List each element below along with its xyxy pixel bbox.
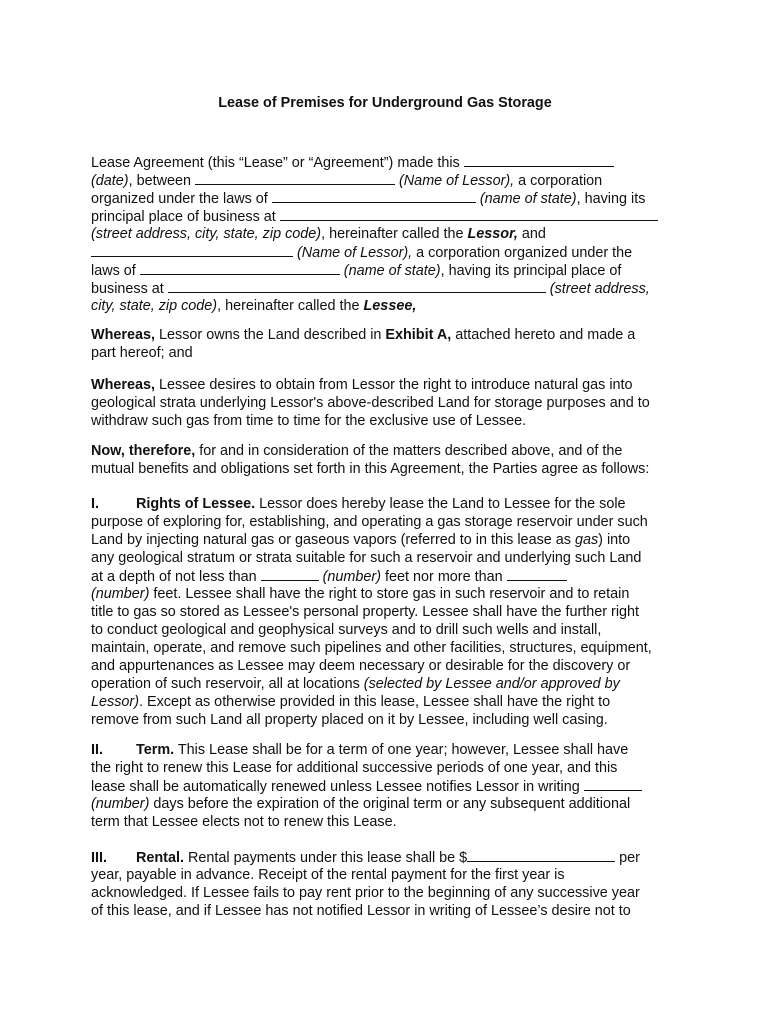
section-number: III.	[91, 850, 107, 866]
lessee-state-blank[interactable]	[140, 261, 340, 275]
document-title: Lease of Premises for Underground Gas Storage	[218, 95, 552, 111]
max-depth-blank[interactable]	[507, 567, 567, 581]
section-heading: Rental.	[136, 850, 184, 866]
section-rental: III. Rental. Rental payments under this lease shall be $ per year, payable in advance. Receipt of the rental payment for the first year is acknowledged. If Lessee fails to pay rent prior to the beginning of any successive year of this lease, and if Lessee has not notified Lessor in writing of Lessee’s desire not to	[91, 850, 640, 919]
lessor-state-blank[interactable]	[272, 189, 476, 203]
lessee-address-blank[interactable]	[168, 279, 546, 293]
section-number: II.	[91, 742, 103, 758]
lessee-name-blank[interactable]	[91, 243, 293, 257]
now-therefore-paragraph: Now, therefore, for and in consideration of the matters described above, and of the mutual benefits and obligations set forth in this Agreement, the Parties agree as follows:	[91, 443, 650, 477]
date-blank[interactable]	[464, 153, 614, 167]
section-heading: Term.	[136, 742, 175, 758]
lessor-address-blank[interactable]	[280, 207, 658, 221]
rent-amount-blank[interactable]	[467, 848, 615, 862]
whereas-paragraph-2: Whereas, Lessee desires to obtain from Lessor the right to introduce natural gas into geological strata underlying Lessor's above-described Land for storage purposes and to withdraw such gas from time to time for the exclusive use of Lessee.	[91, 377, 650, 429]
section-heading: Rights of Lessee.	[136, 496, 256, 512]
notice-days-blank[interactable]	[584, 777, 642, 791]
whereas-paragraph-1: Whereas, Lessor owns the Land described in Exhibit A, attached hereto and made a part hereof; and	[91, 327, 636, 361]
section-rights-of-lessee: I. Rights of Lessee. Lessor does hereby lease the Land to Lessee for the sole purpose of exploring for, establishing, and operating a gas storage reservoir under such Land by injecting natural gas or gaseous vapors (referred to in this lease as gas) into any geological stratum or strata suitable for such a reservoir and underlying such Land at a depth of not less than (number) feet nor more than (number) feet. Lessee shall have the right to store gas in such reservoir and to retain title to gas so stored as Lessee's personal property. Lessee shall have the further right to conduct geological and geophysical surveys and to drill such wells and install, maintain, operate, and remove such pipelines and other facilities, structures, equipment, and appurtenances as Lessee may deem necessary or desirable for the discovery or operation of such reservoir, all at locations (selected by Lessee and/or approved by Lessor). Except as otherwise provided in this lease, Lessee shall have the right to remove from such Land all property placed on it by Lessee, including well casing.	[91, 496, 652, 728]
section-number: I.	[91, 496, 99, 512]
lessor-name-blank[interactable]	[195, 171, 395, 185]
min-depth-blank[interactable]	[261, 567, 319, 581]
intro-paragraph: Lease Agreement (this “Lease” or “Agreement”) made this (date), between (Name of Lessor), a corporation organized under the laws of (name of state), having its principal place of business at (street address, city, state, zip code), hereinafter called the Lessor, and (Name of Lessor), a corporation organized under the laws of (name of state), having its principal place of business at (street address, city, state, zip code), hereinafter called the Lessee,	[91, 153, 681, 315]
section-term: II. Term. This Lease shall be for a term of one year; however, Lessee shall have the right to renew this Lease for additional successive periods of one year, and this lease shall be automatically renewed unless Lessee notifies Lessor in writing (number) days before the expiration of the original term or any subsequent additional term that Lessee elects not to renew this Lease.	[91, 741, 681, 831]
